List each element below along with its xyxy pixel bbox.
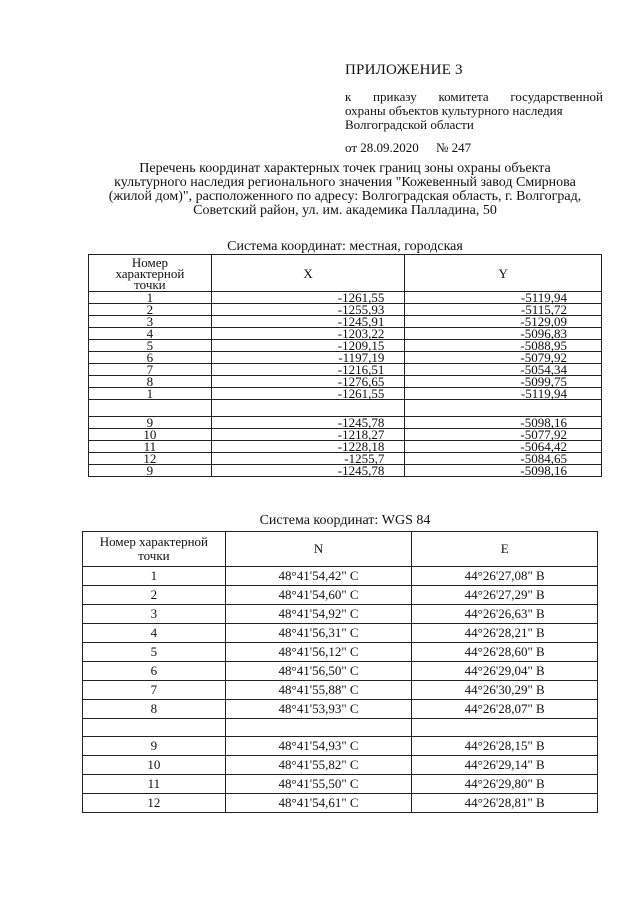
- header-point-line-3: точки: [134, 276, 166, 292]
- point-number-cell: 6: [89, 352, 212, 364]
- point-number-cell: 4: [83, 624, 226, 643]
- point-number-cell: 1: [89, 292, 212, 304]
- latitude-cell: 48°41'54,42" С: [225, 567, 412, 586]
- title-line-1: Перечень координат характерных точек границ зоны охраны объекта: [139, 161, 551, 176]
- latitude-cell: 48°41'54,93" С: [225, 737, 412, 756]
- empty-cell: [211, 400, 405, 417]
- longitude-cell: 44°26'28,15" В: [412, 737, 598, 756]
- latitude-cell: 48°41'54,60" С: [225, 586, 412, 605]
- point-number-cell: 9: [89, 465, 212, 477]
- column-header-e: E: [412, 532, 598, 567]
- point-number-cell: 5: [83, 643, 226, 662]
- x-coordinate-cell: -1245,91: [211, 316, 405, 328]
- latitude-cell: 48°41'56,31" С: [225, 624, 412, 643]
- table-row: [83, 662, 598, 681]
- header-point-line-2: точки: [138, 548, 170, 563]
- title-line-3: (жилой дом)", расположенного по адресу: Волгоградская область, г. Волгоград,: [108, 189, 582, 204]
- point-number-cell: 10: [83, 756, 226, 775]
- longitude-cell: 44°26'29,80" В: [412, 775, 598, 794]
- empty-cell: [405, 400, 602, 417]
- point-number-cell: 12: [83, 794, 226, 813]
- longitude-cell: 44°26'28,60" В: [412, 643, 598, 662]
- table-header-row: [89, 255, 602, 292]
- point-number-cell: 11: [89, 441, 212, 453]
- column-header-point: [89, 255, 212, 292]
- latitude-cell: 48°41'55,82" С: [225, 756, 412, 775]
- point-number-cell: 1: [89, 388, 212, 400]
- document-title: [85, 162, 605, 218]
- empty-cell: [83, 719, 226, 737]
- point-number-cell: 8: [83, 700, 226, 719]
- x-coordinate-cell: -1261,55: [211, 292, 405, 304]
- empty-cell: [225, 719, 412, 737]
- y-coordinate-cell: -5084,65: [405, 453, 602, 465]
- order-line-3: Волгоградской области: [345, 117, 474, 132]
- latitude-cell: 48°41'54,92" С: [225, 605, 412, 624]
- point-number-cell: 11: [83, 775, 226, 794]
- longitude-cell: 44°26'28,21" В: [412, 624, 598, 643]
- point-number-cell: 2: [83, 586, 226, 605]
- title-line-4: Советский район, ул. им. академика Палладина, 50: [193, 203, 497, 218]
- x-coordinate-cell: -1216,51: [211, 364, 405, 376]
- point-number-cell: 4: [89, 328, 212, 340]
- y-coordinate-cell: -5098,16: [405, 465, 602, 477]
- order-date: от 28.09.2020: [345, 140, 419, 155]
- x-coordinate-cell: -1203,22: [211, 328, 405, 340]
- latitude-cell: 48°41'56,12" С: [225, 643, 412, 662]
- point-number-cell: 5: [89, 340, 212, 352]
- y-coordinate-cell: -5064,42: [405, 441, 602, 453]
- x-coordinate-cell: -1218,27: [211, 429, 405, 441]
- longitude-cell: 44°26'26,63" В: [412, 605, 598, 624]
- x-coordinate-cell: -1255,7: [211, 453, 405, 465]
- x-coordinate-cell: -1261,55: [211, 388, 405, 400]
- header-point-line-1: Номер: [131, 254, 168, 270]
- longitude-cell: 44°26'28,07" В: [412, 700, 598, 719]
- point-number-cell: 10: [89, 429, 212, 441]
- latitude-cell: 48°41'53,93" С: [225, 700, 412, 719]
- order-number: № 247: [436, 140, 472, 155]
- header-point-line-2: характерной: [115, 265, 185, 281]
- column-header-point: [83, 532, 226, 567]
- title-line-2: культурного наследия регионального значения "Кожевенный завод Смирнова: [114, 175, 576, 190]
- x-coordinate-cell: -1197,19: [211, 352, 405, 364]
- y-coordinate-cell: -5054,34: [405, 364, 602, 376]
- longitude-cell: 44°26'29,14" В: [412, 756, 598, 775]
- wgs-coordinates-table: [82, 531, 598, 813]
- order-line-1: к приказу комитета государственной: [345, 89, 603, 104]
- x-coordinate-cell: -1245,78: [211, 465, 405, 477]
- point-number-cell: 6: [83, 662, 226, 681]
- y-coordinate-cell: -5129,09: [405, 316, 602, 328]
- table-row: [83, 681, 598, 700]
- point-number-cell: 3: [89, 316, 212, 328]
- table-row: [83, 605, 598, 624]
- x-coordinate-cell: -1228,18: [211, 441, 405, 453]
- local-coordinates-table: [88, 254, 602, 477]
- table-row: [83, 700, 598, 719]
- table-row: [83, 586, 598, 605]
- column-header-n: N: [225, 532, 412, 567]
- x-coordinate-cell: -1255,93: [211, 304, 405, 316]
- table-row: [89, 465, 602, 477]
- header-point-line-1: Номер характерной: [99, 534, 208, 549]
- appendix-title: ПРИЛОЖЕНИЕ 3: [345, 62, 463, 78]
- y-coordinate-cell: -5115,72: [405, 304, 602, 316]
- table-row: [83, 624, 598, 643]
- table-row: [83, 567, 598, 586]
- y-coordinate-cell: -5119,94: [405, 292, 602, 304]
- point-number-cell: 1: [83, 567, 226, 586]
- table-row: [89, 388, 602, 400]
- column-header-x: X: [211, 255, 405, 292]
- latitude-cell: 48°41'55,50" С: [225, 775, 412, 794]
- y-coordinate-cell: -5096,83: [405, 328, 602, 340]
- latitude-cell: 48°41'55,88" С: [225, 681, 412, 700]
- longitude-cell: 44°26'27,08" В: [412, 567, 598, 586]
- y-coordinate-cell: -5099,75: [405, 376, 602, 388]
- table-row: [83, 775, 598, 794]
- table-header-row: [83, 532, 598, 567]
- table-row: [83, 643, 598, 662]
- y-coordinate-cell: -5098,16: [405, 417, 602, 429]
- empty-cell: [89, 400, 212, 417]
- x-coordinate-cell: -1209,15: [211, 340, 405, 352]
- table-row: [83, 737, 598, 756]
- x-coordinate-cell: -1276,65: [211, 376, 405, 388]
- table-separator-row: [83, 719, 598, 737]
- x-coordinate-cell: -1245,78: [211, 417, 405, 429]
- y-coordinate-cell: -5088,95: [405, 340, 602, 352]
- table-separator-row: [89, 400, 602, 417]
- local-system-caption: Система координат: местная, городская: [227, 239, 463, 254]
- table-row: [83, 794, 598, 813]
- point-number-cell: 3: [83, 605, 226, 624]
- point-number-cell: 2: [89, 304, 212, 316]
- order-reference: [345, 90, 603, 132]
- y-coordinate-cell: -5079,92: [405, 352, 602, 364]
- y-coordinate-cell: -5077,92: [405, 429, 602, 441]
- point-number-cell: 9: [89, 417, 212, 429]
- point-number-cell: 8: [89, 376, 212, 388]
- longitude-cell: 44°26'27,29" В: [412, 586, 598, 605]
- point-number-cell: 9: [83, 737, 226, 756]
- y-coordinate-cell: -5119,94: [405, 388, 602, 400]
- longitude-cell: 44°26'29,04" В: [412, 662, 598, 681]
- point-number-cell: 7: [83, 681, 226, 700]
- empty-cell: [412, 719, 598, 737]
- column-header-y: Y: [405, 255, 602, 292]
- longitude-cell: 44°26'28,81" В: [412, 794, 598, 813]
- table-row: [83, 756, 598, 775]
- latitude-cell: 48°41'56,50" С: [225, 662, 412, 681]
- longitude-cell: 44°26'30,29" В: [412, 681, 598, 700]
- order-line-2: охраны объектов культурного наследия: [345, 103, 563, 118]
- point-number-cell: 12: [89, 453, 212, 465]
- order-date-line: [345, 140, 471, 156]
- point-number-cell: 7: [89, 364, 212, 376]
- wgs-system-caption: Система координат: WGS 84: [259, 513, 431, 528]
- latitude-cell: 48°41'54,61" С: [225, 794, 412, 813]
